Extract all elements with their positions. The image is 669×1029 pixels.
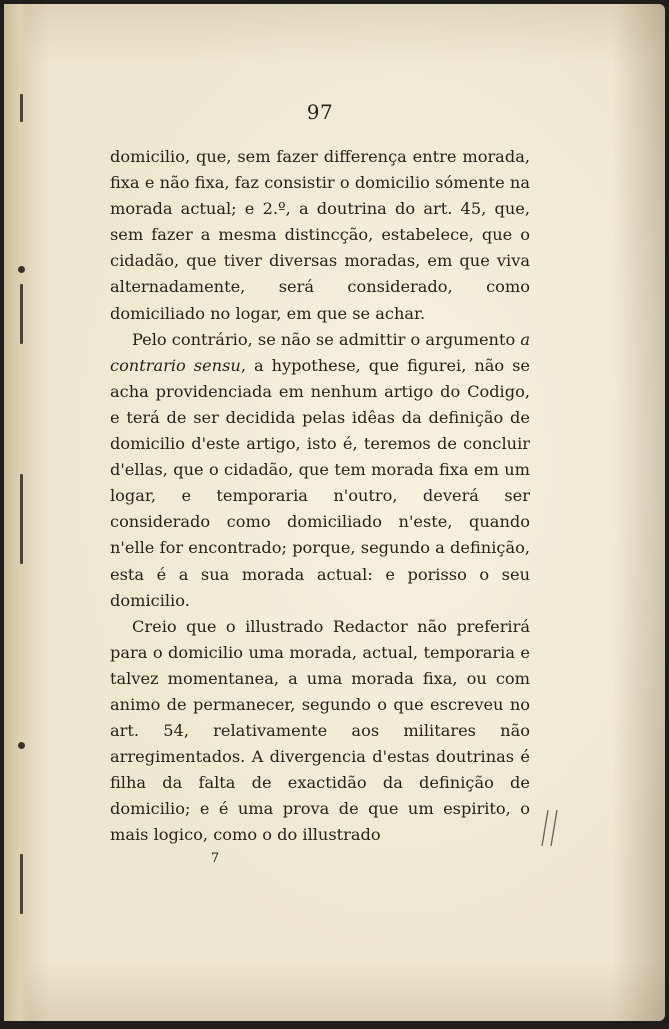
binding-thread [20,94,23,122]
paragraph [110,614,530,849]
paragraph [110,144,530,327]
pencil-annotation-icon [537,808,563,848]
italic-phrase: a contrario sensu [110,329,531,375]
signature-mark: 7 [210,850,220,866]
text-run: Pelo contrário, se não se admittir o argumento [132,329,521,349]
text-run: , a hypothese, que figurei, não se acha providenciada em nenhum artigo do Codigo, e terá de ser decidida pelas idêas da definição de domicilio d'este artigo, isto é, teremos de concluir d'ellas, que o cidadão, que tem morada fixa em um logar, e temporaria n'outro, deverá ser considerado como domiciliado n'este, quando n'elle for encontrado; porque, segundo a definição, esta é a sua morada actual: e porisso o seu domicilio. [110,355,531,610]
text-run: Creio que o illustrado Redactor não preferirá para o domicilio uma morada, actual, temporaria e talvez momentanea, a uma morada fixa, ou com animo de permanecer, segundo o que escreveu no art. 54, relativamente aos militares não arregimentados. A divergencia d'estas doutrinas é filha da falta de exactidão da definição de domicilio; e é uma prova de que um espirito, o mais logico, como o do illustrado [110,616,530,845]
page-text-block [110,100,530,867]
binding-thread [20,284,23,344]
binding-thread [20,474,23,564]
binding-thread [20,854,23,914]
text-run: domicilio, que, sem fazer differença entre morada, fixa e não fixa, faz consistir o domicilio sómente na morada actual; e 2.º, a doutrina do art. 45, que, sem fazer a mesma distincção, estabelece, que o cidadão, que tiver diversas moradas, em que viva alternadamente, será considerado, como domiciliado no logar, em que se achar. [110,147,530,323]
binding-hole [18,266,25,273]
binding-hole [18,742,25,749]
body-text [110,144,530,849]
page-number: 97 [306,100,334,124]
paragraph [110,327,530,614]
binding-gutter [4,4,30,1021]
